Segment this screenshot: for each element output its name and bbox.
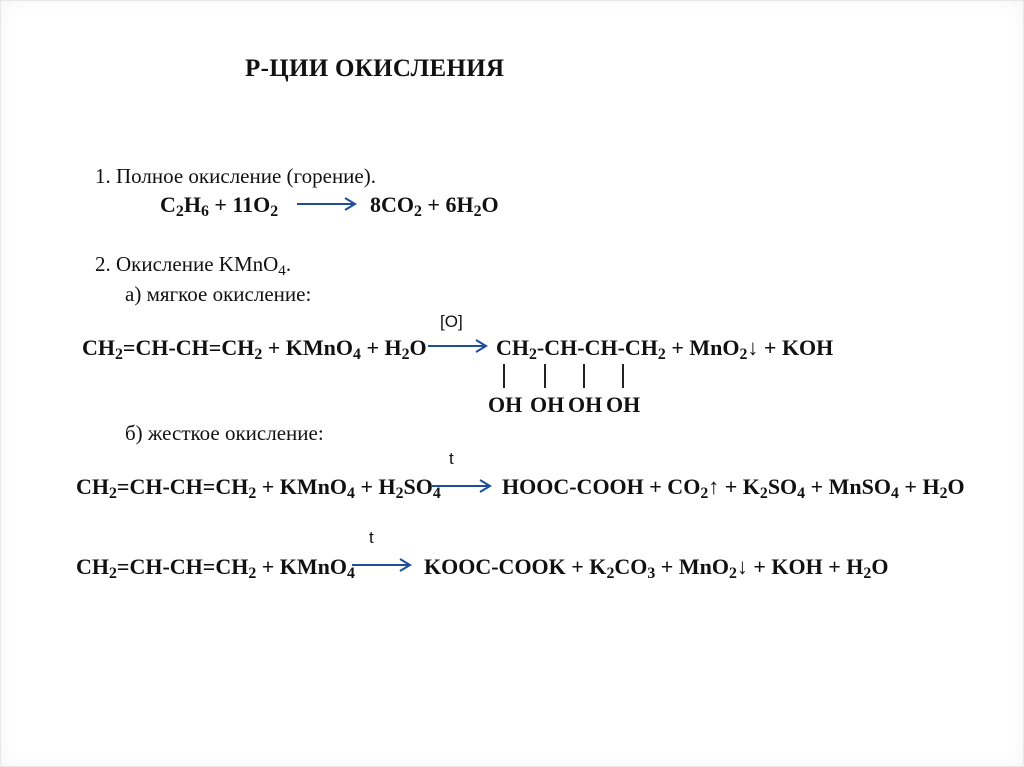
section-1-heading: 1. Полное окисление (горение). bbox=[95, 164, 376, 188]
hydroxyl-label: OH bbox=[530, 392, 565, 417]
hydroxyl-label: OH bbox=[606, 392, 641, 417]
eq-harsh-2-left: $CH_2=CH-CH=CH_2$ + KMnO$_4$ bbox=[76, 554, 355, 582]
bond-line bbox=[622, 364, 624, 388]
condition-temperature: t bbox=[449, 449, 454, 468]
eq-harsh-2-right: KOOC-COOK + $K_2CO_3$ + MnO$_2$↓ + KOH + $H_2O$ bbox=[424, 554, 889, 582]
hydroxyl-label: OH bbox=[568, 392, 603, 417]
condition-oxygen: [O] bbox=[440, 312, 463, 331]
bond-line bbox=[544, 364, 546, 388]
bond-line bbox=[503, 364, 505, 388]
condition-temperature: t bbox=[369, 528, 374, 547]
bond-line bbox=[583, 364, 585, 388]
eq-combustion-right: $8CO_2 + 6H_2O$ bbox=[370, 192, 499, 220]
reaction-arrow-icon bbox=[428, 338, 490, 354]
section-2-heading: 2. Окисление KMnO$_4$. bbox=[95, 252, 292, 279]
eq-combustion-left: $C_2H_6 + 11O_2$ bbox=[160, 192, 279, 220]
eq-harsh-1-right: HOOC-COOH + $CO_2↑ + K_2SO_4$ + MnSO$_4$ + $H_2O$ bbox=[502, 474, 965, 502]
eq-mild-left: $CH_2=CH-CH=CH_2$ + KMnO$_4$ + $H_2O$ bbox=[82, 335, 427, 363]
slide-title: Р-ЦИИ ОКИСЛЕНИЯ bbox=[245, 55, 505, 82]
hydroxyl-label: OH bbox=[488, 392, 523, 417]
eq-harsh-1-left: $CH_2=CH-CH=CH_2$ + KMnO$_4$ + $H_2SO_4$ bbox=[76, 474, 441, 502]
harsh-oxidation-label: б) жесткое окисление: bbox=[125, 421, 324, 445]
reaction-arrow-icon bbox=[432, 478, 494, 494]
reaction-arrow-icon bbox=[352, 557, 414, 573]
mild-oxidation-label: а) мягкое окисление: bbox=[125, 282, 312, 306]
eq-mild-right: $CH_2-CH-CH-CH_2$ + MnO$_2$↓ + KOH bbox=[496, 335, 834, 363]
reaction-arrow-icon bbox=[297, 196, 359, 212]
